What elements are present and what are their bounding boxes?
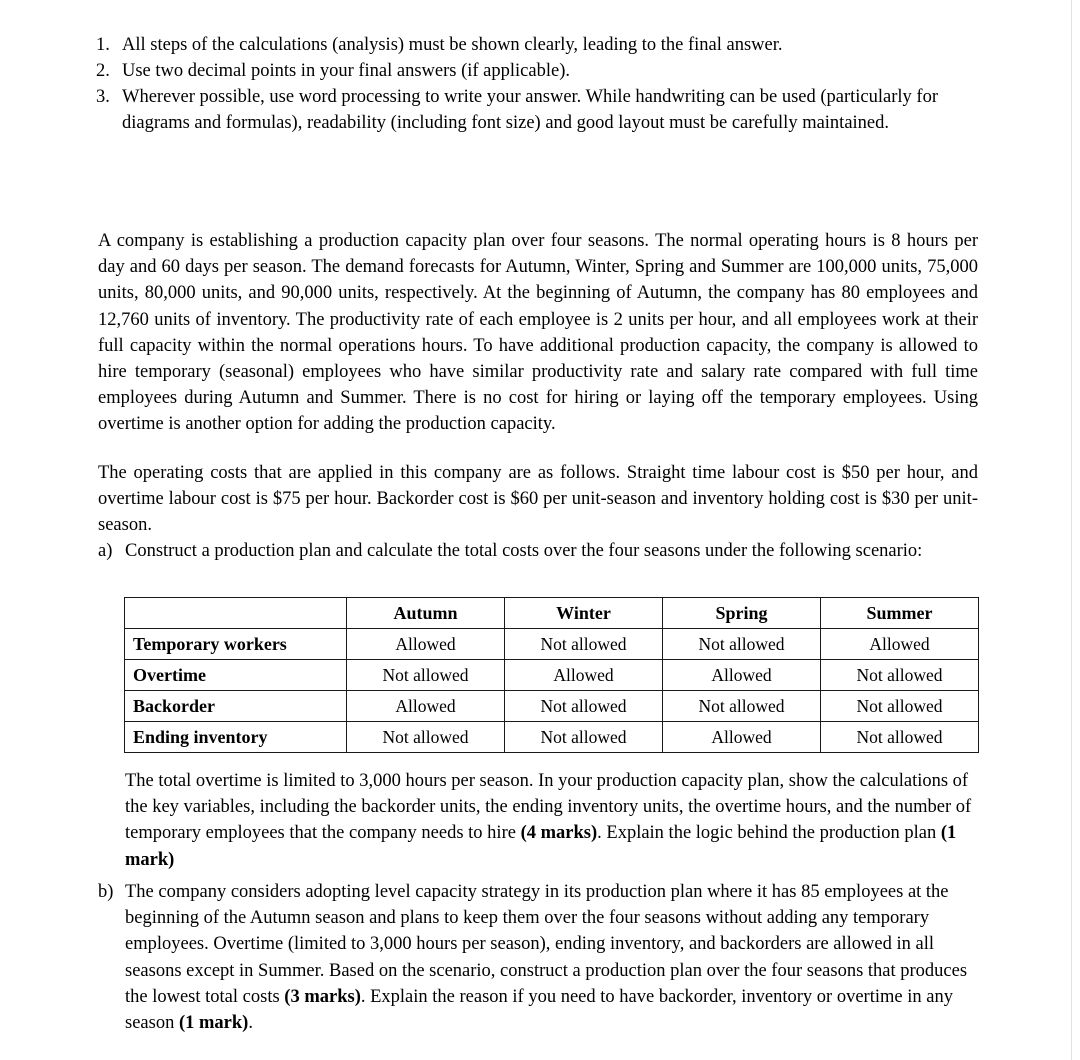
list-item xyxy=(96,84,986,136)
table-cell: Allowed xyxy=(663,660,821,691)
item-b-marker: b) xyxy=(98,882,114,902)
table-cell: Not allowed xyxy=(663,629,821,660)
list-item xyxy=(96,58,986,84)
table-row-label: Overtime xyxy=(125,660,347,691)
table-column-header-winter: Winter xyxy=(505,598,663,629)
list-item-number: 1. xyxy=(96,35,110,55)
scenario-table xyxy=(124,597,979,753)
item-a-marker: a) xyxy=(98,541,113,561)
item-b-part1: The company considers adopting level capacity strategy in its production plan where it has 85 employees at the beginning of the Autumn season and plans to keep them over the four seasons without adding any temporary employees. Overtime (limited to 3,000 hours per season), ending inventory, and backorders are allowed in all seasons except in Summer. Based on the scenario, construct a production plan over the four seasons that produces the lowest total costs xyxy=(125,882,968,1007)
page-edge-rule xyxy=(1071,0,1072,1060)
scenario-table-container xyxy=(124,597,979,753)
item-b-marks-3: (3 marks) xyxy=(284,986,361,1007)
item-b-part3: . xyxy=(248,1013,253,1034)
table-column-header-autumn: Autumn xyxy=(347,598,505,629)
table-row xyxy=(125,722,979,753)
table-cell: Allowed xyxy=(663,722,821,753)
overtime-text-part1: The total overtime is limited to 3,000 hours per season. In your production capacity plan, show the calculations of the key variables, including the backorder units, the ending inventory units, the overtime hours, and the number of temporary employees that the company needs to hire xyxy=(125,771,972,844)
table-cell: Not allowed xyxy=(505,691,663,722)
table-cell: Allowed xyxy=(821,629,979,660)
list-item-text: All steps of the calculations (analysis) must be shown clearly, leading to the final answer. xyxy=(122,35,783,55)
table-row xyxy=(125,660,979,691)
item-b-marks-1: (1 mark) xyxy=(178,1013,249,1034)
table-cell: Not allowed xyxy=(663,691,821,722)
item-b-text xyxy=(125,879,982,1036)
overtime-marks-1: (1 mark) xyxy=(125,823,957,870)
table-corner-cell xyxy=(125,598,347,629)
table-row-label: Ending inventory xyxy=(125,722,347,753)
item-b-part2: . Explain the reason if you need to have backorder, inventory or overtime in any season xyxy=(125,986,953,1034)
table-column-header-summer: Summer xyxy=(821,598,979,629)
table-cell: Not allowed xyxy=(821,691,979,722)
table-cell: Not allowed xyxy=(821,722,979,753)
question-item-a xyxy=(98,538,978,564)
operating-costs-paragraph: The operating costs that are applied in this company are as follows. Straight time labour cost is $50 per hour, and overtime labour cost is $75 per hour. Backorder cost is $60 per unit-season and inventory holding cost is $30 per unit-season. xyxy=(98,463,978,536)
item-a-text: Construct a production plan and calculate the total costs over the four seasons under the following scenario: xyxy=(125,541,923,561)
table-cell: Not allowed xyxy=(347,722,505,753)
question-item-b xyxy=(98,879,982,1036)
overtime-marks-4: (4 marks) xyxy=(520,823,598,844)
table-column-header-spring: Spring xyxy=(663,598,821,629)
table-row-label: Backorder xyxy=(125,691,347,722)
table-cell: Not allowed xyxy=(505,629,663,660)
table-cell: Allowed xyxy=(347,629,505,660)
table-row-label: Temporary workers xyxy=(125,629,347,660)
list-item-number: 3. xyxy=(96,87,110,107)
list-item-text: Use two decimal points in your final answers (if applicable). xyxy=(122,61,570,81)
overtime-requirements-paragraph xyxy=(125,768,978,873)
table-header-row xyxy=(125,598,979,629)
table-cell: Not allowed xyxy=(821,660,979,691)
table-cell: Not allowed xyxy=(347,660,505,691)
table-cell: Allowed xyxy=(505,660,663,691)
table-cell: Allowed xyxy=(347,691,505,722)
list-item-text: Wherever possible, use word processing to write your answer. While handwriting can be used (particularly for diagrams and formulas), readability (including font size) and good layout must be carefully maintained. xyxy=(122,87,938,133)
overtime-text-part2: . Explain the logic behind the production plan xyxy=(597,823,941,844)
table-row xyxy=(125,629,979,660)
list-item-number: 2. xyxy=(96,61,110,81)
instruction-list xyxy=(96,32,986,136)
list-item xyxy=(96,32,986,58)
table-row xyxy=(125,691,979,722)
scenario-paragraph: A company is establishing a production capacity plan over four seasons. The normal operating hours is 8 hours per day and 60 days per season. The demand forecasts for Autumn, Winter, Spring and Summer are 100,000 units, 75,000 units, 80,000 units, and 90,000 units, respectively. At the beginning of Autumn, the company has 80 employees and 12,760 units of inventory. The productivity rate of each employee is 2 units per hour, and all employees work at their full capacity within the normal operations hours. To have additional production capacity, the company is allowed to hire temporary (seasonal) employees who have similar productivity rate and salary rate compared with full time employees during Autumn and Summer. There is no cost for hiring or laying off the temporary employees. Using overtime is another option for adding the production capacity. xyxy=(98,231,978,435)
table-cell: Not allowed xyxy=(505,722,663,753)
